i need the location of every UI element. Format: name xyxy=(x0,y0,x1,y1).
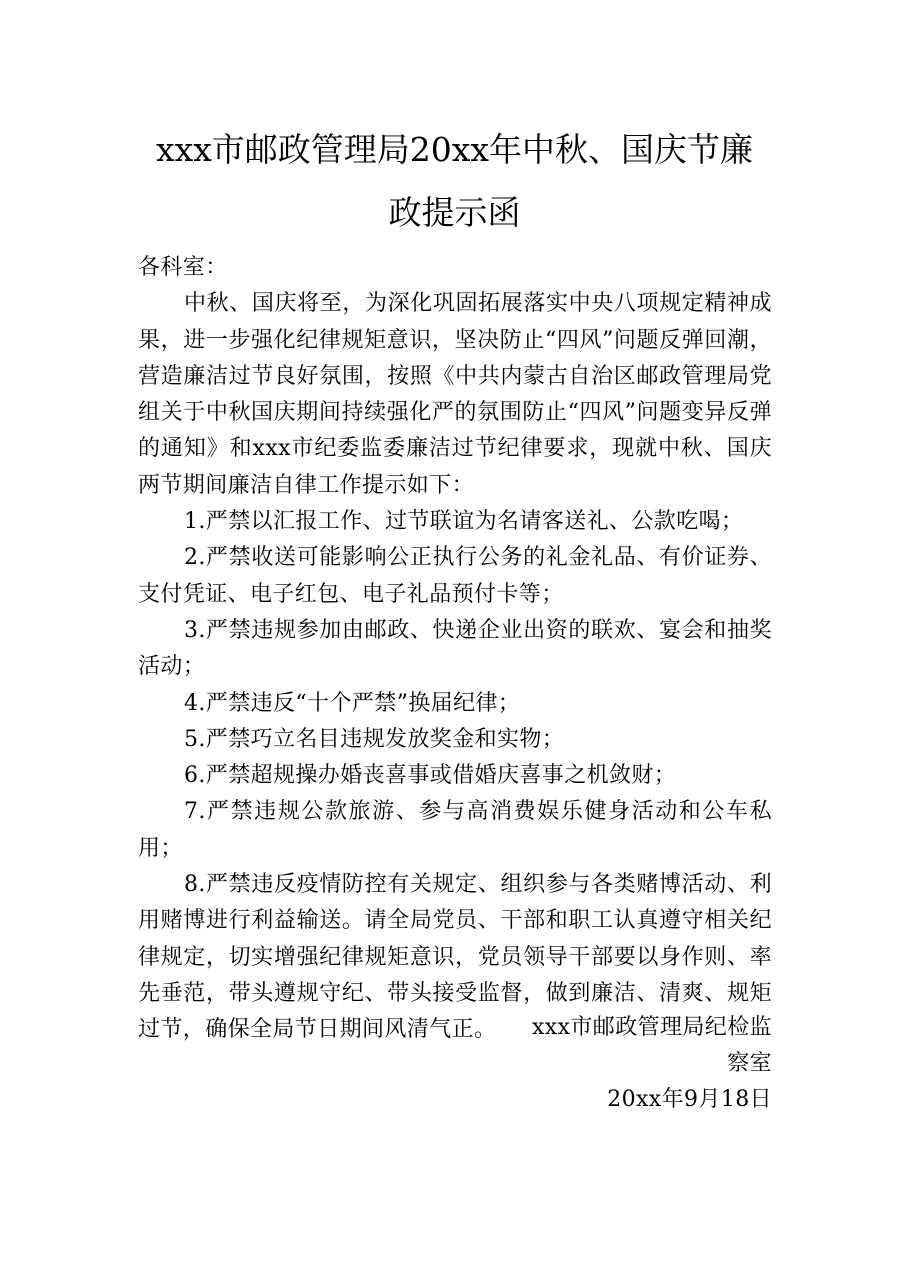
salutation: 各科室： xyxy=(138,255,228,280)
rule-item-6: 6.严禁超规操办婚丧喜事或借婚庆喜事之机敛财； xyxy=(184,763,677,789)
rule-item-4: 4.严禁违反“十个严禁”换届纪律； xyxy=(184,690,521,716)
rule-item-8: 8.严禁违反疫情防控有关规定、组织参与各类赌博活动、利用赌博进行利益输送。请全局党员、干部和职工认真遵守相关纪律规定，切实增强纪律规矩意识，党员领导干部要以身作则、率先垂范，带头遵规守纪、带头接受监督，做到廉洁、清爽、规矩过节，确保全局节日期间风清气正。 xyxy=(138,872,772,1043)
document-title-line-1: xxx市邮政管理局20xx年中秋、国庆节廉 xyxy=(155,130,754,169)
document-title-line-2: 政提示函 xyxy=(388,193,521,232)
rule-item-3: 3.严禁违规参加由邮政、快递企业出资的联欢、宴会和抽奖活动； xyxy=(138,617,772,680)
intro-paragraph: 中秋、国庆将至，为深化巩固拓展落实中央八项规定精神成果，进一步强化纪律规矩意识，坚决防止“四风”问题反弹回潮，营造廉洁过节良好氛围，按照《中共内蒙古自治区邮政管理局党组关于中秋国庆期间持续强化严的氛围防止“四风”问题变异反弹的通知》和xxx市纪委监委廉洁过节纪律要求，现就中秋、国庆两节期间廉洁自律工作提示如下： xyxy=(138,291,772,498)
signature-line-2: 察室 xyxy=(727,1051,772,1076)
rule-item-7: 7.严禁违规公款旅游、参与高消费娱乐健身活动和公车私用； xyxy=(138,799,772,861)
document-body xyxy=(138,250,772,1049)
rule-item-2: 2.严禁收送可能影响公正执行公务的礼金礼品、有价证券、支付凭证、电子红包、电子礼品预付卡等； xyxy=(138,545,772,607)
document-date: 20xx年9月18日 xyxy=(607,1087,772,1112)
rule-item-1: 1.严禁以汇报工作、过节联谊为名请客送礼、公款吃喝； xyxy=(184,509,744,535)
rule-item-5: 5.严禁巧立名目违规发放奖金和实物； xyxy=(184,726,565,752)
signature-line-1: xxx市邮政管理局纪检监 xyxy=(531,1015,772,1040)
